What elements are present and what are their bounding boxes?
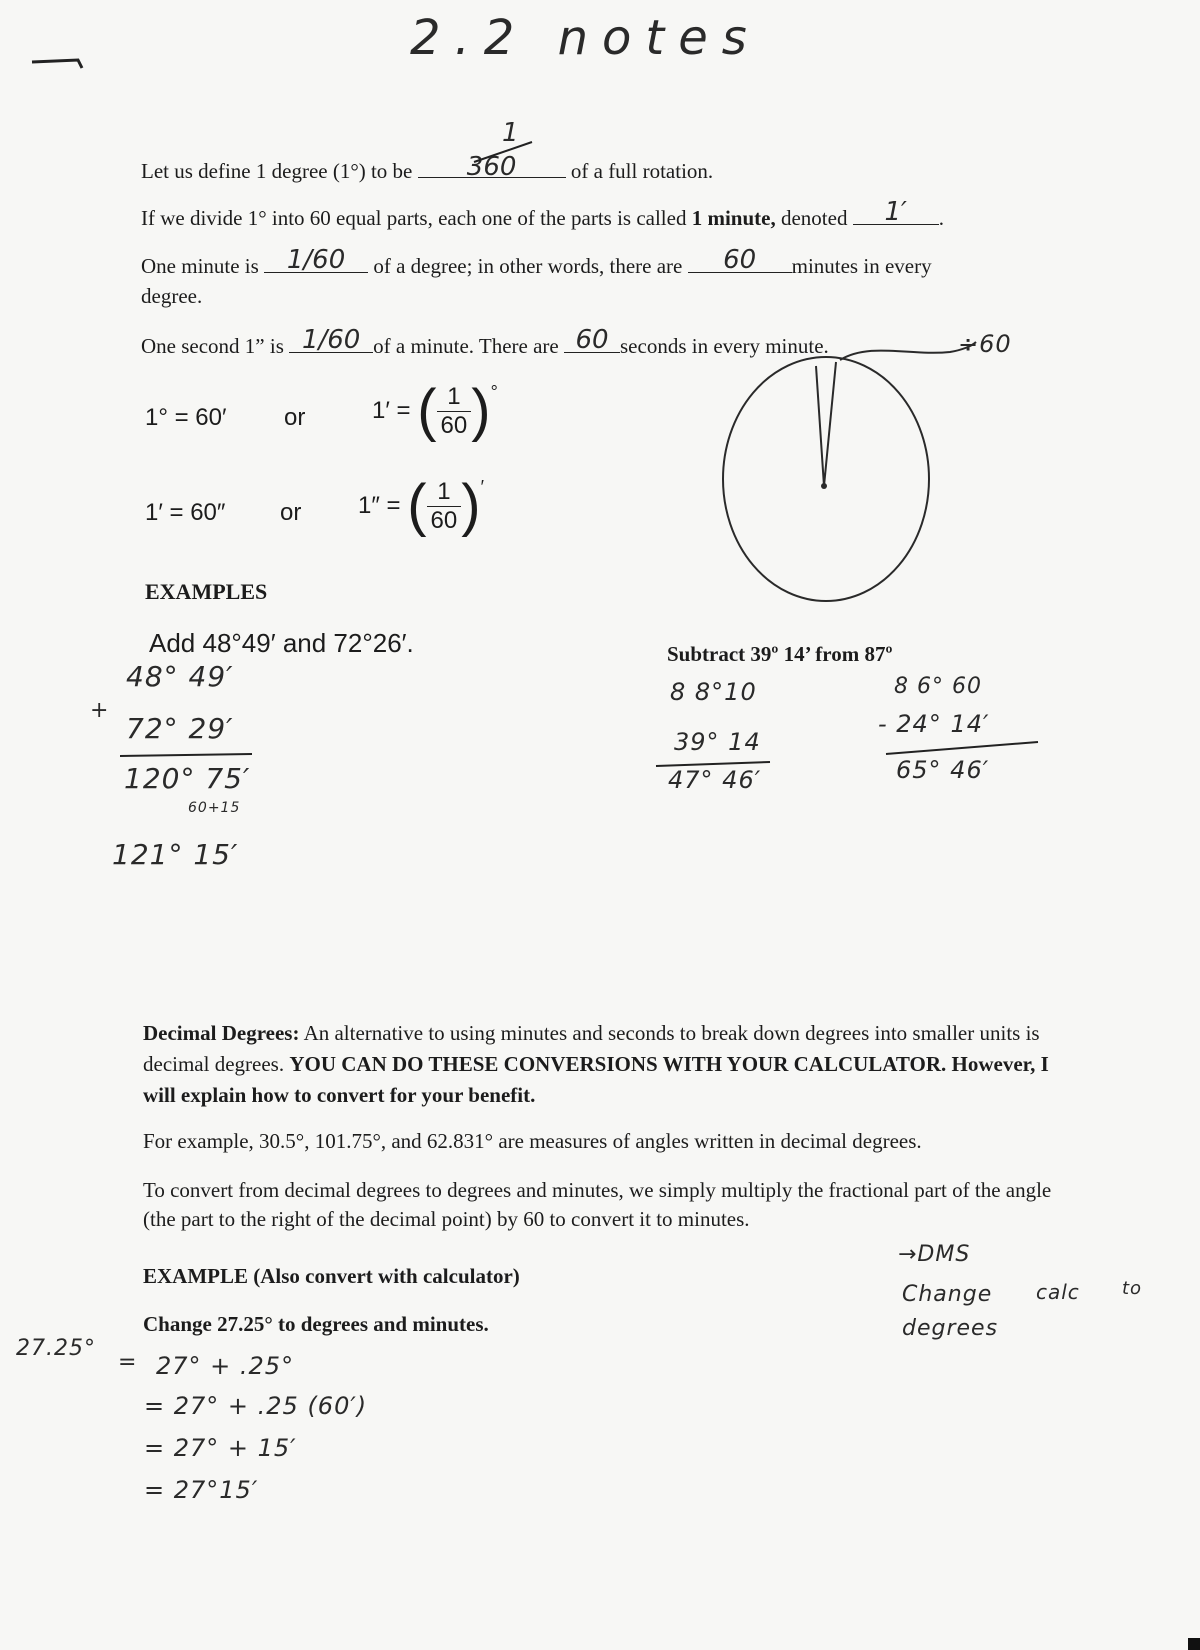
add-plus-sign: + xyxy=(90,698,110,723)
calculator-emphasis: YOU CAN DO THESE CONVERSIONS WITH YOUR CALCULATOR. However, I will explain how to convert for your benefit. xyxy=(143,1052,1049,1107)
f1-lhs: 1′ = xyxy=(372,397,411,424)
line3-continuation: degree. xyxy=(141,284,203,308)
subtract-right-line2: - 24° 14′ xyxy=(878,710,990,738)
formula-minute-seconds: 1′ = 60″ xyxy=(145,499,226,526)
blank-second-fraction xyxy=(289,325,373,355)
f1-num: 1 xyxy=(437,383,472,412)
or-2: or xyxy=(280,499,302,526)
line4-before: One second 1” is xyxy=(141,334,284,358)
minute-fraction-line xyxy=(141,245,932,280)
line3-mid: of a degree; in other words, there are xyxy=(373,254,683,278)
formula-minute-fraction xyxy=(372,378,498,443)
corner-mark xyxy=(28,52,88,82)
conversion-step2: = 27° + .25 (60′) xyxy=(144,1392,368,1420)
line2-bold: 1 minute, xyxy=(691,206,776,230)
line4-after: seconds in every minute. xyxy=(620,334,829,358)
side-note-dms: →DMS xyxy=(898,1242,971,1267)
decimal-example-paragraph: For example, 30.5°, 101.75°, and 62.831° are measures of angles written in decimal degrees. xyxy=(143,1129,922,1153)
add-work-line1: 48° 49′ xyxy=(126,660,234,693)
line2-mid: denoted xyxy=(780,206,848,230)
conversion-result: = 27°15′ xyxy=(144,1476,259,1504)
formula-second-fraction xyxy=(358,473,484,538)
blank-minutes-count xyxy=(688,245,792,275)
line3-before: One minute is xyxy=(141,254,259,278)
definition-degree xyxy=(141,153,713,185)
divide-60-note: ÷60 xyxy=(958,330,1012,358)
line1-after: of a full rotation. xyxy=(570,159,714,183)
add-carry-note: 60+15 xyxy=(188,800,241,816)
f2-num: 1 xyxy=(427,478,462,507)
subtract-right-line1: 8 6° 60 xyxy=(894,674,982,699)
left-paren: ( xyxy=(417,378,437,443)
side-note-degrees: degrees xyxy=(902,1316,999,1341)
conversion-step1: 27° + .25° xyxy=(156,1352,295,1380)
fill-60-a: 60 xyxy=(723,245,757,275)
fill-minute-symbol: 1′ xyxy=(884,197,907,227)
blank-minute-fraction xyxy=(264,245,368,275)
add-work-line2: 72° 29′ xyxy=(126,712,234,745)
add-result: 121° 15′ xyxy=(112,838,239,871)
subtract-left-line1: 8 8°10 xyxy=(670,678,757,706)
or-1: or xyxy=(284,404,306,431)
fraction-slash xyxy=(470,138,540,168)
formula-degree-minutes: 1° = 60′ xyxy=(145,404,227,431)
subtract-left-result: 47° 46′ xyxy=(668,766,762,794)
line1-before: Let us define 1 degree (1°) to be xyxy=(141,159,413,183)
conversion-equals: = xyxy=(118,1350,138,1375)
line2-before: If we divide 1° into 60 equal parts, each one of the parts is called xyxy=(141,206,687,230)
f2-lhs: 1″ = xyxy=(358,492,401,519)
right-paren: ) xyxy=(471,378,491,443)
add-underline xyxy=(118,750,258,760)
subtract-right-result: 65° 46′ xyxy=(896,756,990,784)
circle-sketch xyxy=(700,340,1020,620)
f2-sup: ′ xyxy=(480,477,484,497)
add-example-prompt: Add 48°49′ and 72°26′. xyxy=(149,628,414,658)
decimal-degrees-text: An alternative to using minutes and seconds to break down degrees into smaller units is decimal degrees. xyxy=(143,1021,1040,1076)
corner-shadow xyxy=(1188,1638,1200,1650)
fill-1-60-b: 1/60 xyxy=(301,325,361,355)
decimal-degrees-paragraph xyxy=(143,1018,1063,1111)
fraction-1-60 xyxy=(437,383,472,440)
fill-60-b: 60 xyxy=(575,325,609,355)
f1-sup: ° xyxy=(490,382,498,402)
left-paren: ( xyxy=(407,473,427,538)
subtract-example-prompt: Subtract 39º 14’ from 87º xyxy=(667,642,893,666)
page-title: 2.2 notes xyxy=(410,10,761,66)
line2-after: . xyxy=(938,206,944,230)
line4-mid: of a minute. There are xyxy=(373,334,559,358)
conversion-method-paragraph: To convert from decimal degrees to degrees and minutes, we simply multiply the fractional part of the angle (the part to the right of the decimal point) by 60 to convert it to minutes. xyxy=(143,1178,1052,1231)
side-note-to: to xyxy=(1122,1278,1143,1299)
side-note-change: Change xyxy=(902,1282,993,1307)
decimal-degrees-label: Decimal Degrees: xyxy=(143,1021,300,1045)
subtract-left-line2: 39° 14 xyxy=(674,728,761,756)
f2-den: 60 xyxy=(430,506,458,534)
fill-1-numerator: 1 xyxy=(502,118,520,148)
examples-heading: EXAMPLES xyxy=(145,579,268,604)
f1-den: 60 xyxy=(440,411,468,439)
blank-minute-symbol xyxy=(853,197,939,227)
conversion-start: 27.25° xyxy=(16,1336,96,1361)
side-note-calc: calc xyxy=(1036,1280,1080,1304)
example-prompt-27-25: Change 27.25° to degrees and minutes. xyxy=(143,1312,489,1336)
example-heading-calculator: EXAMPLE (Also convert with calculator) xyxy=(143,1264,520,1288)
right-paren: ) xyxy=(461,473,481,538)
blank-seconds-count xyxy=(564,325,620,355)
add-work-line3: 120° 75′ xyxy=(124,762,251,795)
line3-after: minutes in every xyxy=(791,254,932,278)
subtract-right-underline xyxy=(884,738,1044,758)
definition-minute xyxy=(141,197,944,232)
fill-1-60-a: 1/60 xyxy=(286,245,346,275)
fill-360: 360 xyxy=(466,152,517,182)
fraction-1-60 xyxy=(427,478,462,535)
conversion-step3: = 27° + 15′ xyxy=(144,1434,297,1462)
